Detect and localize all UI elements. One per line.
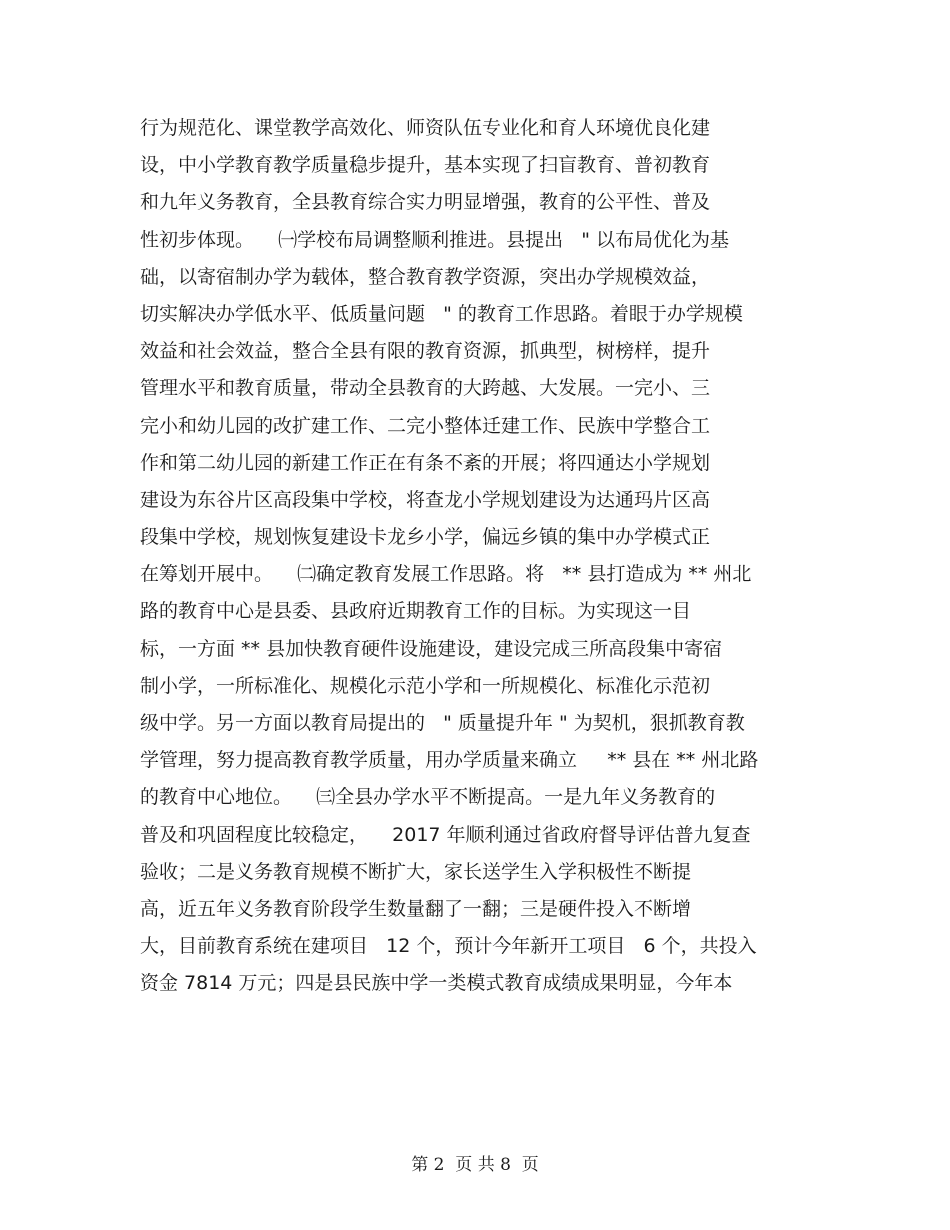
text-line: 大，目前教育系统在建项目 12 个，预计今年新开工项目 6 个，共投入 [140, 935, 757, 958]
text-line: 普及和巩固程度比较稳定， 2017 年顺利通过省政府督导评估普九复查 [140, 823, 751, 846]
text-line: 作和第二幼儿园的新建工作正在有条不紊的开展；将四通达小学规划 [140, 451, 711, 474]
text-line: 标，一方面 ** 县加快教育硬件设施建设，建设完成三所高段集中寄宿 [140, 637, 723, 660]
text-line: 性初步体现。 ㈠学校布局调整顺利推进。县提出 " 以布局优化为基 [140, 228, 730, 251]
text-line: 和九年义务教育，全县教育综合实力明显增强，教育的公平性、普及 [140, 191, 711, 214]
text-line: 的教育中心地位。 ㈢全县办学水平不断提高。一是九年义务教育的 [140, 786, 716, 809]
text-line: 在筹划开展中。 ㈡确定教育发展工作思路。将 ** 县打造成为 ** 州北 [140, 563, 752, 586]
text-line: 学管理，努力提高教育教学质量，用办学质量来确立 ** 县在 ** 州北路 [140, 749, 759, 772]
text-line: 路的教育中心是县委、县政府近期教育工作的目标。为实现这一目 [140, 600, 692, 623]
text-line: 制小学，一所标准化、规模化示范小学和一所规模化、标准化示范初 [140, 674, 711, 697]
page-footer: 第 2 页 共 8 页 [411, 1155, 539, 1175]
text-line: 验收；二是义务教育规模不断扩大，家长送学生入学积极性不断提 [140, 860, 692, 883]
text-line: 切实解决办学低水平、低质量问题 " 的教育工作思路。着眼于办学规模 [140, 302, 743, 325]
text-line: 完小和幼儿园的改扩建工作、二完小整体迁建工作、民族中学整合工 [140, 414, 711, 437]
text-line: 高，近五年义务教育阶段学生数量翻了一翻；三是硬件投入不断增 [140, 897, 692, 920]
body-text [140, 110, 820, 1003]
text-line: 础，以寄宿制办学为载体，整合教育教学资源，突出办学规模效益， [140, 265, 711, 288]
text-line: 段集中学校，规划恢复建设卡龙乡小学，偏远乡镇的集中办学模式正 [140, 526, 711, 549]
text-line: 建设为东谷片区高段集中学校，将查龙小学规划建设为达通玛片区高 [140, 488, 711, 511]
text-line: 设，中小学教育教学质量稳步提升，基本实现了扫盲教育、普初教育 [140, 154, 711, 177]
text-line: 管理水平和教育质量，带动全县教育的大跨越、大发展。一完小、三 [140, 377, 711, 400]
text-line: 效益和社会效益，整合全县有限的教育资源，抓典型，树榜样，提升 [140, 340, 711, 363]
text-line: 资金 7814 万元；四是县民族中学一类模式教育成绩成果明显，今年本 [140, 972, 733, 995]
text-line: 行为规范化、课堂教学高效化、师资队伍专业化和育人环境优良化建 [140, 117, 711, 139]
text-line: 级中学。另一方面以教育局提出的 " 质量提升年 " 为契机，狠抓教育教 [140, 712, 745, 734]
